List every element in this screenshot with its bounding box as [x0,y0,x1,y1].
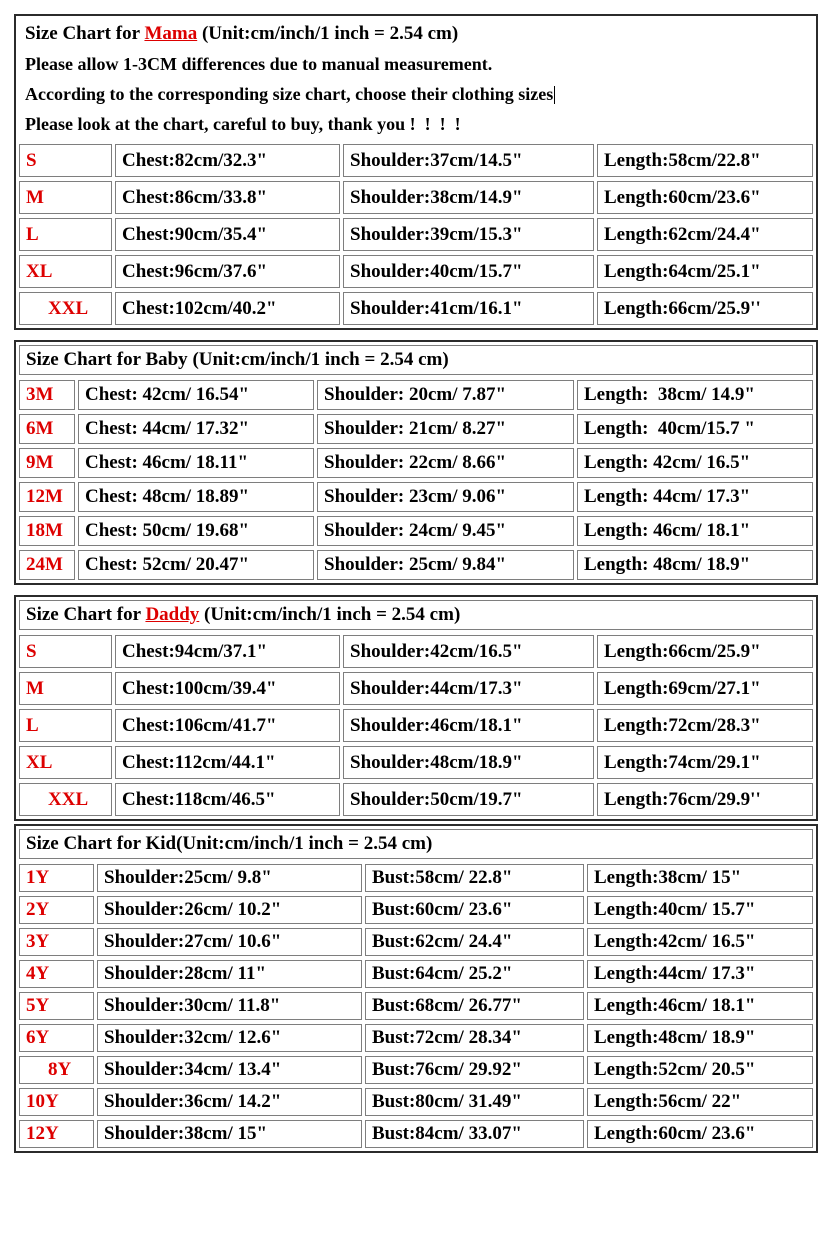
note-choose-size [18,84,814,105]
measurement-cell: Length: 48cm/ 18.9" [577,550,813,580]
size-row [19,144,813,177]
measurement-cell: Shoulder: 23cm/ 9.06" [317,482,574,512]
size-row [19,255,813,288]
measurement-cell: Length:60cm/ 23.6" [587,1120,813,1148]
measurement-cell: Length:40cm/ 15.7" [587,896,813,924]
measurement-cell: Shoulder:38cm/14.9" [343,181,594,214]
size-row [19,482,813,512]
measurement-cell: Length:56cm/ 22" [587,1088,813,1116]
size-row [19,292,813,325]
size-label-cell: 24M [19,550,75,580]
measurement-cell: Bust:64cm/ 25.2" [365,960,584,988]
size-rows-daddy [18,634,814,817]
size-row [19,992,813,1020]
measurement-cell: Length:64cm/25.1" [597,255,813,288]
size-label-cell: 18M [19,516,75,546]
size-label-cell: L [19,218,112,251]
measurement-cell: Chest:102cm/40.2" [115,292,340,325]
measurement-cell: Shoulder:38cm/ 15" [97,1120,362,1148]
measurement-cell: Length: 42cm/ 16.5" [577,448,813,478]
size-row [19,864,813,892]
measurement-cell: Length:60cm/23.6" [597,181,813,214]
size-label-cell: M [19,672,112,705]
size-label-cell: XXL [19,292,112,325]
size-label-cell: S [19,635,112,668]
measurement-cell: Chest: 46cm/ 18.11" [78,448,314,478]
size-label-cell: 1Y [19,864,94,892]
measurement-cell: Shoulder:41cm/16.1" [343,292,594,325]
measurement-cell: Bust:68cm/ 26.77" [365,992,584,1020]
measurement-cell: Shoulder: 21cm/ 8.27" [317,414,574,444]
title-suffix: (Unit:cm/inch/1 inch = 2.54 cm) [197,23,459,44]
title-name-baby: Baby [145,349,188,370]
section-title-baby [19,345,813,375]
measurement-cell: Shoulder: 25cm/ 9.84" [317,550,574,580]
measurement-cell: Shoulder: 20cm/ 7.87" [317,380,574,410]
size-row [19,516,813,546]
measurement-cell: Chest:90cm/35.4" [115,218,340,251]
measurement-cell: Bust:76cm/ 29.92" [365,1056,584,1084]
size-row [19,218,813,251]
measurement-cell: Shoulder:39cm/15.3" [343,218,594,251]
size-label-cell: 8Y [19,1056,94,1084]
size-rows-kid [18,863,814,1149]
title-prefix: Size Chart for [26,349,146,370]
size-label-cell: XXL [19,783,112,816]
measurement-cell: Length:48cm/ 18.9" [587,1024,813,1052]
size-chart-daddy [14,595,818,821]
measurement-cell: Chest:112cm/44.1" [115,746,340,779]
note-measurement-tolerance: Please allow 1-3CM differences due to manual measurement. [25,54,493,74]
size-row [19,672,813,705]
size-row [19,960,813,988]
measurement-cell: Chest:100cm/39.4" [115,672,340,705]
size-chart-mama [14,14,818,330]
measurement-cell: Length: 40cm/15.7 " [577,414,813,444]
size-label-cell: 4Y [19,960,94,988]
note-careful-buy: Please look at the chart, careful to buy, thank you ! ! ! ! [25,114,461,134]
measurement-cell: Bust:72cm/ 28.34" [365,1024,584,1052]
title-name-kid: Kid [145,833,177,854]
size-row [19,380,813,410]
size-row [19,709,813,742]
measurement-cell: Shoulder:27cm/ 10.6" [97,928,362,956]
measurement-cell: Shoulder:44cm/17.3" [343,672,594,705]
size-label-cell: 2Y [19,896,94,924]
size-label-cell: S [19,144,112,177]
size-label-cell: M [19,181,112,214]
measurement-cell: Shoulder: 22cm/ 8.66" [317,448,574,478]
size-label-cell: 9M [19,448,75,478]
measurement-cell: Chest:82cm/32.3" [115,144,340,177]
section-title-kid [19,829,813,859]
size-label-cell: 10Y [19,1088,94,1116]
size-label-cell: 3M [19,380,75,410]
measurement-cell: Length:66cm/25.9" [597,635,813,668]
size-label-cell: L [19,709,112,742]
measurement-cell: Length:42cm/ 16.5" [587,928,813,956]
measurement-cell: Length:74cm/29.1" [597,746,813,779]
size-row [19,1024,813,1052]
measurement-cell: Length:66cm/25.9'' [597,292,813,325]
measurement-cell: Length:62cm/24.4" [597,218,813,251]
size-label-cell: 12Y [19,1120,94,1148]
measurement-cell: Chest:86cm/33.8" [115,181,340,214]
measurement-cell: Chest: 42cm/ 16.54" [78,380,314,410]
measurement-cell: Bust:58cm/ 22.8" [365,864,584,892]
size-row [19,414,813,444]
measurement-cell: Shoulder:25cm/ 9.8" [97,864,362,892]
measurement-cell: Shoulder:37cm/14.5" [343,144,594,177]
size-label-cell: 6M [19,414,75,444]
measurement-cell: Length:76cm/29.9'' [597,783,813,816]
size-row [19,928,813,956]
measurement-cell: Shoulder:26cm/ 10.2" [97,896,362,924]
title-prefix: Size Chart for [26,833,146,854]
measurement-cell: Shoulder:50cm/19.7" [343,783,594,816]
size-label-cell: 6Y [19,1024,94,1052]
measurement-cell: Length:69cm/27.1" [597,672,813,705]
size-row [19,181,813,214]
measurement-cell: Length: 44cm/ 17.3" [577,482,813,512]
measurement-cell: Length:44cm/ 17.3" [587,960,813,988]
title-prefix: Size Chart for [25,23,145,44]
size-row [19,896,813,924]
measurement-cell: Shoulder:32cm/ 12.6" [97,1024,362,1052]
size-label-cell: 3Y [19,928,94,956]
title-name-daddy: Daddy [145,604,200,625]
size-label-cell: XL [19,255,112,288]
size-rows-baby [18,379,814,581]
measurement-cell: Length:46cm/ 18.1" [587,992,813,1020]
measurement-cell: Chest:118cm/46.5" [115,783,340,816]
section-title-mama [18,18,814,45]
measurement-cell: Length:72cm/28.3" [597,709,813,742]
section-title-daddy [19,600,813,630]
title-name-mama: Mama [144,23,198,44]
measurement-cell: Bust:62cm/ 24.4" [365,928,584,956]
measurement-cell: Length:58cm/22.8" [597,144,813,177]
size-label-cell: 5Y [19,992,94,1020]
size-row [19,746,813,779]
measurement-cell: Length:52cm/ 20.5" [587,1056,813,1084]
measurement-cell: Length:38cm/ 15" [587,864,813,892]
measurement-cell: Bust:84cm/ 33.07" [365,1120,584,1148]
measurement-cell: Length: 38cm/ 14.9" [577,380,813,410]
measurement-cell: Chest: 52cm/ 20.47" [78,550,314,580]
size-chart-kid [14,824,818,1153]
measurement-cell: Shoulder:28cm/ 11" [97,960,362,988]
size-row [19,1056,813,1084]
measurement-cell: Chest:96cm/37.6" [115,255,340,288]
measurement-cell: Shoulder:36cm/ 14.2" [97,1088,362,1116]
title-prefix: Size Chart for [26,604,146,625]
size-chart-baby [14,340,818,585]
measurement-cell: Bust:60cm/ 23.6" [365,896,584,924]
measurement-cell: Shoulder:42cm/16.5" [343,635,594,668]
title-suffix: (Unit:cm/inch/1 inch = 2.54 cm) [176,833,433,854]
title-suffix: (Unit:cm/inch/1 inch = 2.54 cm) [187,349,449,370]
measurement-cell: Shoulder:30cm/ 11.8" [97,992,362,1020]
size-label-cell: 12M [19,482,75,512]
size-label-cell: XL [19,746,112,779]
measurement-cell: Bust:80cm/ 31.49" [365,1088,584,1116]
size-row [19,1088,813,1116]
title-suffix: (Unit:cm/inch/1 inch = 2.54 cm) [199,604,461,625]
size-row [19,550,813,580]
size-row [19,783,813,816]
measurement-cell: Shoulder:34cm/ 13.4" [97,1056,362,1084]
size-row [19,635,813,668]
measurement-cell: Shoulder: 24cm/ 9.45" [317,516,574,546]
measurement-cell: Chest: 50cm/ 19.68" [78,516,314,546]
measurement-cell: Shoulder:40cm/15.7" [343,255,594,288]
measurement-cell: Chest: 48cm/ 18.89" [78,482,314,512]
text-cursor [554,86,555,104]
size-row [19,448,813,478]
note-choose-size-text: According to the corresponding size chart, choose their clothing sizes [25,84,554,104]
measurement-cell: Chest: 44cm/ 17.32" [78,414,314,444]
measurement-cell: Shoulder:46cm/18.1" [343,709,594,742]
measurement-cell: Chest:94cm/37.1" [115,635,340,668]
measurement-cell: Shoulder:48cm/18.9" [343,746,594,779]
measurement-cell: Chest:106cm/41.7" [115,709,340,742]
size-row [19,1120,813,1148]
size-rows-mama [18,143,814,326]
measurement-cell: Length: 46cm/ 18.1" [577,516,813,546]
